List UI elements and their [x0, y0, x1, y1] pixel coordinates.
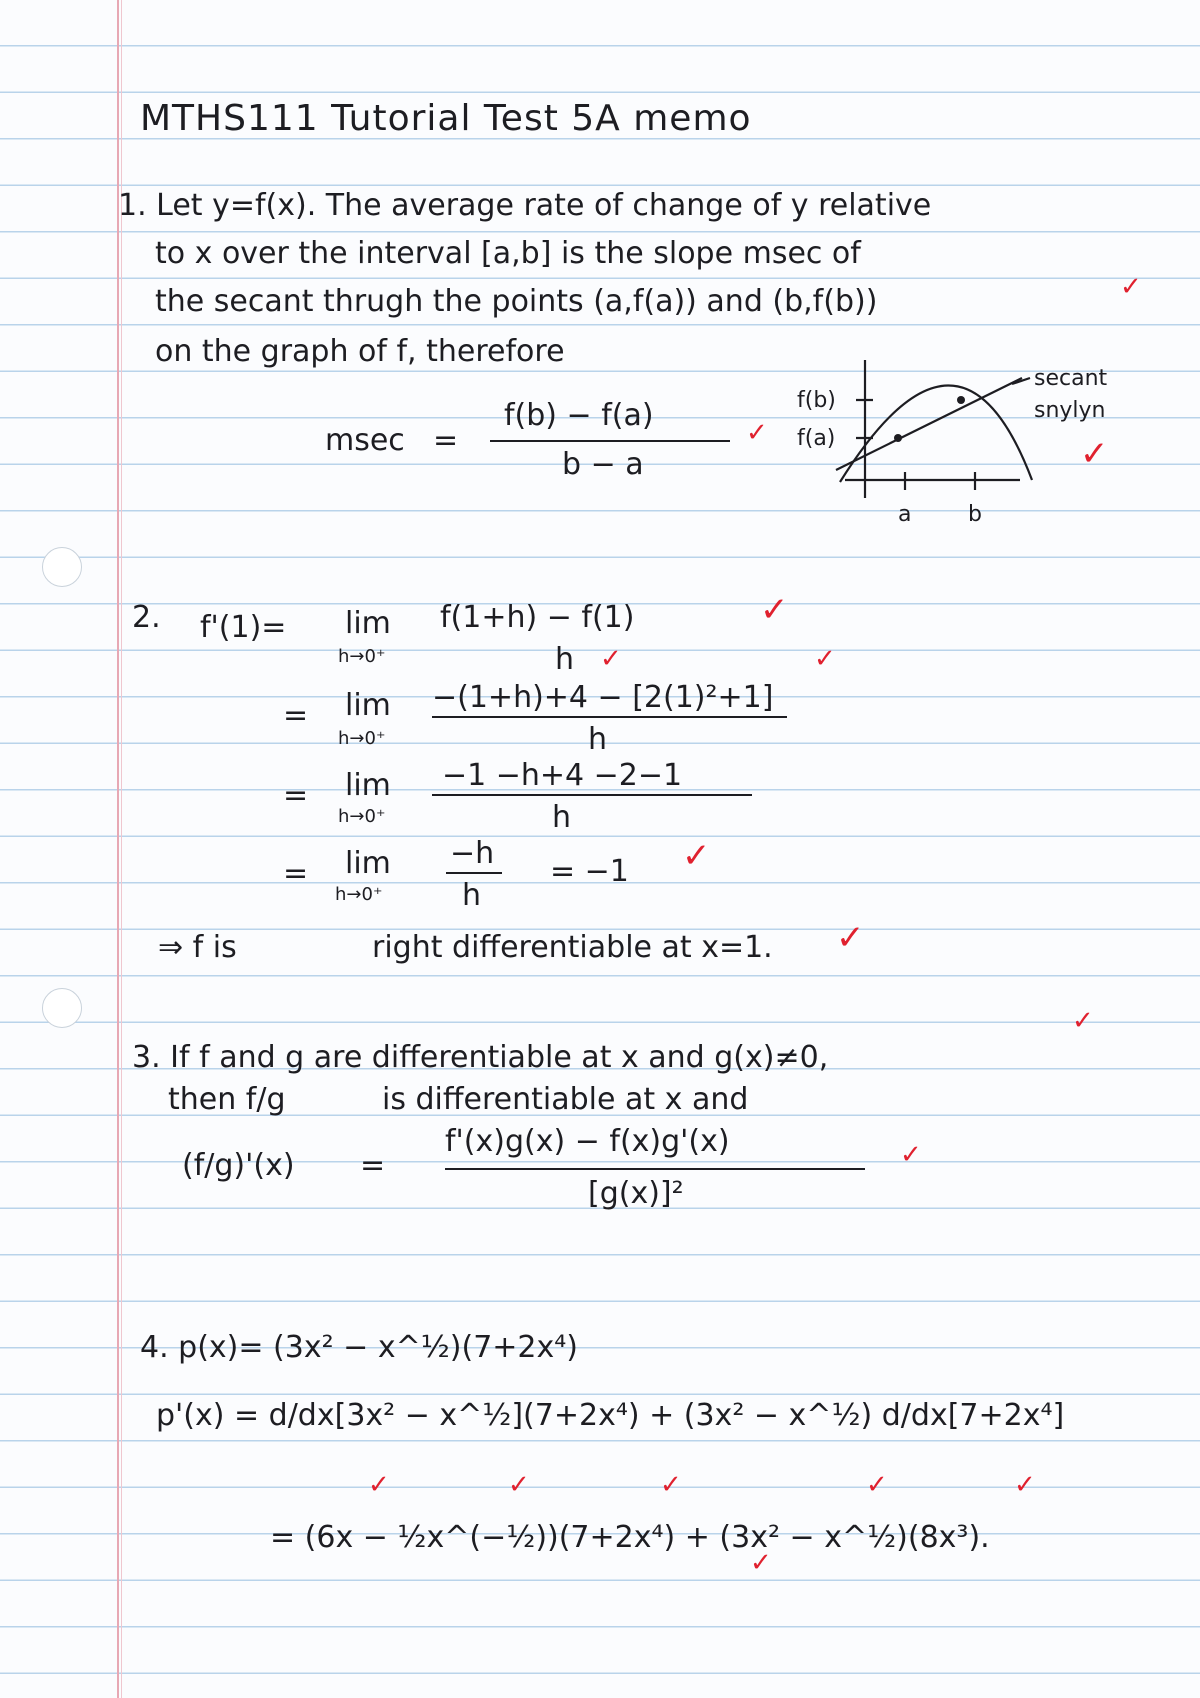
- q1-numerator: f(b) − f(a): [504, 398, 654, 433]
- q4-mark-6: ✓: [750, 1548, 772, 1578]
- graph-label-fb: f(b): [797, 388, 836, 413]
- q2-eq-2: =: [283, 698, 309, 733]
- q4-mark-2: ✓: [508, 1470, 530, 1500]
- graph-point-a: [894, 434, 902, 442]
- q2-mark-4: ✓: [682, 836, 711, 876]
- q2-mark-2: ✓: [600, 644, 622, 674]
- q4-mark-5: ✓: [1014, 1470, 1036, 1500]
- q2-lim-1: lim: [345, 606, 391, 641]
- q3-line2-end: is differentiable at x and: [382, 1082, 749, 1117]
- q3-mark-2: ✓: [900, 1140, 922, 1170]
- q2-lim-2: lim: [345, 688, 391, 723]
- graph-label-secant: secant: [1034, 366, 1108, 391]
- q4-mark-1: ✓: [368, 1470, 390, 1500]
- q4-mark-4: ✓: [866, 1470, 888, 1500]
- graph-label-b: b: [968, 502, 982, 527]
- q1-mark-2: ✓: [746, 418, 768, 448]
- q2-number: 2.: [132, 600, 161, 635]
- q2-conclusion-start: ⇒ f is: [158, 930, 237, 965]
- graph-label-snylyn: snylyn: [1034, 398, 1106, 423]
- q2-r2-numerator: −(1+h)+4 − [2(1)²+1]: [432, 680, 774, 715]
- q2-conclusion-end: right differentiable at x=1.: [372, 930, 773, 965]
- q2-mark-3: ✓: [814, 644, 836, 674]
- q2-r4-fraction-bar: [446, 872, 502, 874]
- q1-line1: 1. Let y=f(x). The average rate of change of y relative: [118, 188, 932, 223]
- q2-mark-1: ✓: [760, 590, 789, 630]
- q4-line1: 4. p(x)= (3x² − x^½)(7+2x⁴): [140, 1330, 578, 1365]
- q2-lim-3: lim: [345, 768, 391, 803]
- q3-denominator: [g(x)]²: [588, 1176, 684, 1211]
- q2-r2-denominator: h: [588, 722, 608, 757]
- q1-line3: the secant thrugh the points (a,f(a)) and (b,f(b)): [155, 284, 878, 319]
- q2-limsub-2: h→0⁺: [338, 728, 386, 749]
- q4-line2: p'(x) = d/dx[3x² − x^½](7+2x⁴) + (3x² − x^½) d/dx[7+2x⁴]: [156, 1398, 1065, 1433]
- q3-numerator: f'(x)g(x) − f(x)g'(x): [445, 1124, 730, 1159]
- q1-mark-3: ✓: [1080, 434, 1109, 474]
- q3-mark-1: ✓: [1072, 1006, 1094, 1036]
- q2-limsub-3: h→0⁺: [338, 806, 386, 827]
- q3-equals: =: [360, 1148, 386, 1183]
- q1-msec: msec: [325, 423, 405, 458]
- q2-r3-denominator: h: [552, 800, 572, 835]
- q4-line3: = (6x − ½x^(−½))(7+2x⁴) + (3x² − x^½)(8x³).: [270, 1520, 990, 1555]
- graph-label-fa: f(a): [797, 426, 836, 451]
- q2-limsub-1: h→0⁺: [338, 646, 386, 667]
- q2-limsub-4: h→0⁺: [335, 884, 383, 905]
- q2-r3-fraction-bar: [432, 794, 752, 796]
- q2-r3-numerator: −1 −h+4 −2−1: [442, 758, 683, 793]
- graph-point-b: [957, 396, 965, 404]
- q1-equals: =: [433, 423, 459, 458]
- q3-lhs: (f/g)'(x): [182, 1148, 295, 1183]
- q1-line2: to x over the interval [a,b] is the slope msec of: [155, 236, 861, 271]
- q3-line2-start: then f/g: [168, 1082, 286, 1117]
- q1-denominator: b − a: [562, 447, 644, 482]
- q3-line1: 3. If f and g are differentiable at x and g(x)≠0,: [132, 1040, 829, 1075]
- graph-label-a: a: [898, 502, 912, 527]
- q2-mark-5: ✓: [836, 918, 865, 958]
- q2-lim-4: lim: [345, 846, 391, 881]
- q2-eq-3: =: [283, 778, 309, 813]
- q2-r4-denominator: h: [462, 878, 482, 913]
- q3-fraction-bar: [445, 1168, 865, 1170]
- q2-r1-denominator: h: [555, 642, 575, 677]
- q2-r4-numerator: −h: [450, 836, 495, 871]
- q4-mark-3: ✓: [660, 1470, 682, 1500]
- q2-lhs: f'(1)=: [200, 610, 287, 645]
- q1-line4: on the graph of f, therefore: [155, 334, 565, 369]
- q2-r2-fraction-bar: [432, 716, 787, 718]
- q2-eq-4: =: [283, 856, 309, 891]
- q2-r1-numerator: f(1+h) − f(1): [440, 600, 635, 635]
- q2-r4-result: = −1: [550, 854, 629, 889]
- q1-mark-1: ✓: [1120, 272, 1142, 302]
- page-title: MTHS111 Tutorial Test 5A memo: [140, 98, 752, 139]
